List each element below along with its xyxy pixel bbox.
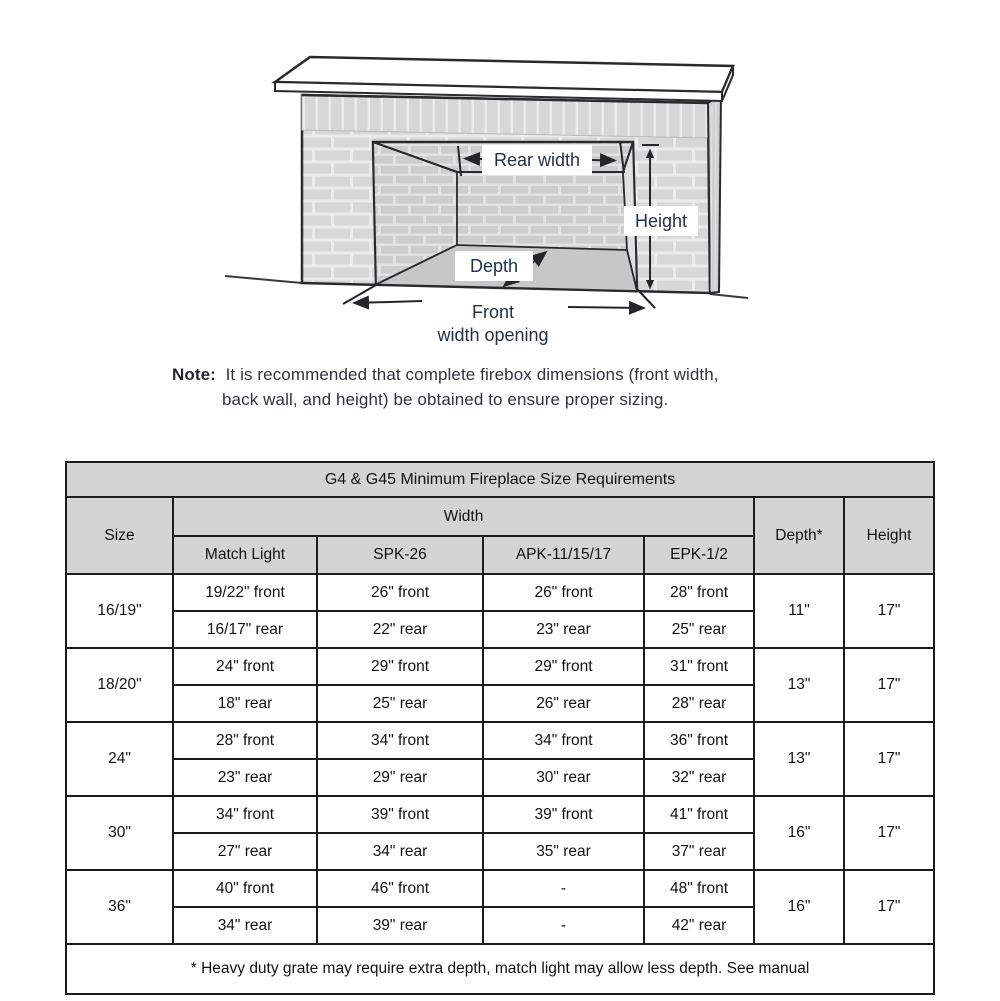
width-front-cell: 41" front — [644, 796, 754, 833]
width-front-cell: 48" front — [644, 870, 754, 907]
front-width-label-line2: width opening — [437, 325, 549, 345]
width-front-cell: 39" front — [317, 796, 483, 833]
front-width-tick-left — [343, 285, 376, 304]
width-rear-cell: 29" rear — [317, 759, 483, 796]
width-rear-cell: 30" rear — [483, 759, 644, 796]
width-front-cell: 28" front — [644, 574, 754, 611]
col-header-apk: APK-11/15/17 — [483, 536, 644, 574]
col-header-height: Height — [844, 497, 934, 574]
width-rear-cell: 39" rear — [317, 907, 483, 944]
note-line1: It is recommended that complete firebox dimensions (front width, — [225, 365, 719, 384]
width-front-cell: 34" front — [317, 722, 483, 759]
front-width-arrow-left — [354, 301, 422, 303]
col-header-width: Width — [173, 497, 754, 536]
height-cell: 17" — [844, 796, 934, 870]
width-rear-cell: 23" rear — [483, 611, 644, 648]
width-rear-cell: 18" rear — [173, 685, 317, 722]
fireplace-diagram — [200, 45, 760, 350]
table-row-front — [66, 648, 934, 685]
note-label: Note: — [172, 365, 216, 384]
width-front-cell: 26" front — [483, 574, 644, 611]
brick-wall-side — [708, 94, 721, 293]
front-width-arrow-right — [568, 307, 644, 308]
width-front-cell: 39" front — [483, 796, 644, 833]
width-front-cell: 34" front — [173, 796, 317, 833]
height-cell: 17" — [844, 870, 934, 944]
depth-cell: 11" — [754, 574, 844, 648]
table-row-front — [66, 796, 934, 833]
width-rear-cell: 26" rear — [483, 685, 644, 722]
width-rear-cell: 34" rear — [317, 833, 483, 870]
rear-width-arrow-left — [465, 159, 482, 160]
note-text — [172, 362, 832, 412]
depth-label: Depth — [469, 256, 519, 276]
width-rear-cell: 27" rear — [173, 833, 317, 870]
width-rear-cell: 25" rear — [644, 611, 754, 648]
width-front-cell: 36" front — [644, 722, 754, 759]
width-rear-cell: 37" rear — [644, 833, 754, 870]
width-front-cell: 24" front — [173, 648, 317, 685]
note-line2: back wall, and height) be obtained to ensure proper sizing. — [222, 390, 669, 409]
height-cell: 17" — [844, 648, 934, 722]
width-front-cell: 29" front — [483, 648, 644, 685]
fireplace-diagram-svg — [200, 45, 760, 350]
fireplace-size-table — [65, 461, 935, 995]
width-rear-cell: 16/17" rear — [173, 611, 317, 648]
col-header-spk26: SPK-26 — [317, 536, 483, 574]
width-front-cell: - — [483, 870, 644, 907]
rear-width-label: Rear width — [493, 150, 581, 170]
width-rear-cell: 25" rear — [317, 685, 483, 722]
depth-cell: 13" — [754, 722, 844, 796]
width-rear-cell: 35" rear — [483, 833, 644, 870]
table-row-front — [66, 574, 934, 611]
table-row-front — [66, 722, 934, 759]
col-header-size: Size — [66, 497, 173, 574]
spec-table-wrap — [65, 461, 935, 995]
depth-cell: 13" — [754, 648, 844, 722]
height-label: Height — [634, 211, 688, 231]
width-front-cell: 34" front — [483, 722, 644, 759]
size-cell: 18/20" — [66, 648, 173, 722]
size-cell: 36" — [66, 870, 173, 944]
width-front-cell: 46" front — [317, 870, 483, 907]
width-front-cell: 31" front — [644, 648, 754, 685]
ground-line-left — [225, 276, 302, 283]
size-cell: 24" — [66, 722, 173, 796]
width-rear-cell: 23" rear — [173, 759, 317, 796]
col-header-match-light: Match Light — [173, 536, 317, 574]
height-cell: 17" — [844, 722, 934, 796]
size-cell: 16/19" — [66, 574, 173, 648]
width-front-cell: 19/22" front — [173, 574, 317, 611]
table-title: G4 & G45 Minimum Fireplace Size Requirements — [66, 462, 934, 497]
width-rear-cell: 28" rear — [644, 685, 754, 722]
width-front-cell: 26" front — [317, 574, 483, 611]
col-header-depth: Depth* — [754, 497, 844, 574]
table-body — [66, 574, 934, 944]
width-front-cell: 40" front — [173, 870, 317, 907]
rear-width-arrow-right — [592, 160, 615, 161]
height-cell: 17" — [844, 574, 934, 648]
table-row-front — [66, 870, 934, 907]
width-rear-cell: - — [483, 907, 644, 944]
size-cell: 30" — [66, 796, 173, 870]
width-rear-cell: 22" rear — [317, 611, 483, 648]
width-front-cell: 29" front — [317, 648, 483, 685]
ground-line-right — [710, 294, 748, 298]
width-front-cell: 28" front — [173, 722, 317, 759]
col-header-epk: EPK-1/2 — [644, 536, 754, 574]
table-footnote: * Heavy duty grate may require extra depth, match light may allow less depth. See manual — [66, 944, 934, 994]
depth-cell: 16" — [754, 870, 844, 944]
width-rear-cell: 32" rear — [644, 759, 754, 796]
width-rear-cell: 42" rear — [644, 907, 754, 944]
width-rear-cell: 34" rear — [173, 907, 317, 944]
depth-cell: 16" — [754, 796, 844, 870]
front-width-label-line1: Front — [471, 302, 515, 322]
